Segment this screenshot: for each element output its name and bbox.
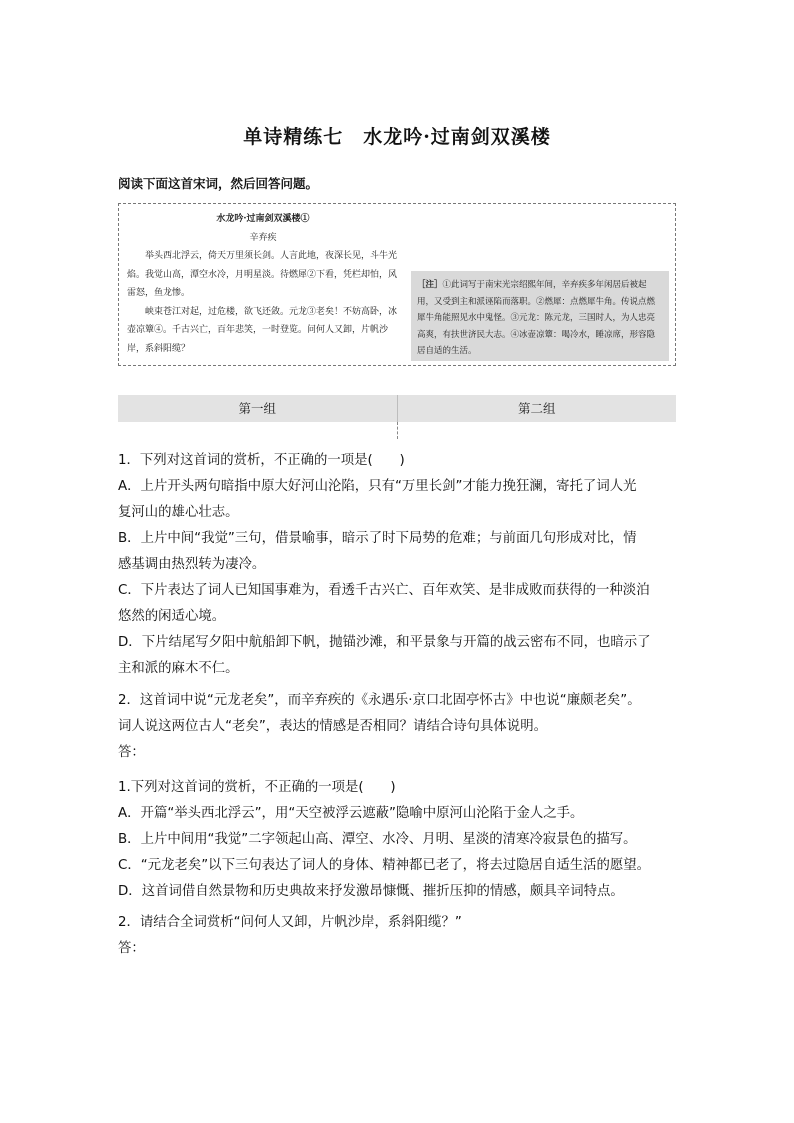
note-label: ［注］ [417, 280, 443, 290]
group-1-question-1 [118, 448, 678, 682]
poem-stanza-2: 峡束苍江对起，过危楼，欲飞还敛。元龙③老矣！不妨高卧，冰壶凉簟④。千古兴亡，百年悲笑，一时登览。问何人又卸，片帆沙岸，系斜阳缆？ [127, 306, 398, 354]
poem-author: 辛弃疾 [249, 232, 277, 243]
poem-box [118, 203, 676, 366]
question-2-line-2: 词人说这两位古人“老矣”，表达的情感是否相同？请结合诗句具体说明。 [118, 719, 547, 734]
tab-group-2[interactable]: 第二组 [397, 395, 677, 422]
question-stem: 1.下列对这首词的赏析，不正确的一项是( ) [118, 780, 396, 795]
page-title: 单诗精练七 水龙吟·过南剑双溪楼 [243, 126, 551, 148]
option-c-line-1: C．下片表达了词人已知国事难为，看透千古兴亡、百年欢笑、是非成败而获得的一种淡泊 [118, 583, 650, 598]
option-b-line-1: B．上片中间“我觉”三句，借景喻事，暗示了时下局势的危难；与前面几句形成对比，情 [118, 531, 637, 546]
answer-label: 答： [118, 941, 145, 956]
option-d-line-2: 主和派的麻木不仁。 [118, 661, 239, 676]
intro-instruction: 阅读下面这首宋词，然后回答问题。 [118, 176, 319, 191]
option-a-line-2: 复河山的雄心壮志。 [118, 505, 239, 520]
option-c: C．“元龙老矣”以下三句表达了词人的身体、精神都已老了，将去过隐居自适生活的愿望。 [118, 858, 651, 873]
poem-stanza-1: 举头西北浮云，倚天万里须长剑。人言此地，夜深长见，斗牛光焰。我觉山高，潭空水冷，月明星淡。待燃犀②下看，凭栏却怕，风雷怒，鱼龙惨。 [127, 251, 398, 298]
question-2-stem: 2．请结合全词赏析“问何人又卸，片帆沙岸，系斜阳缆？” [118, 915, 462, 930]
question-2-line-1: 2．这首词中说“元龙老矣”，而辛弃疾的《永遇乐·京口北固亭怀古》中也说“廉颇老矣”。 [118, 693, 641, 708]
poem-text [127, 210, 399, 358]
group-1-question-2 [118, 688, 678, 766]
tab-group-1[interactable]: 第一组 [238, 401, 276, 416]
option-a-line-1: A．上片开头两句暗指中原大好河山沦陷，只有“万里长剑”才能力挽狂澜，寄托了词人光 [118, 479, 637, 494]
option-d: D．这首词借自然景物和历史典故来抒发激昂慷慨、摧折压抑的情感，颇具辛词特点。 [118, 884, 624, 899]
option-d-line-1: D．下片结尾写夕阳中航船卸下帆，抛锚沙滩，和平景象与开篇的战云密布不同，也暗示了 [118, 635, 651, 650]
group-2-question-2 [118, 910, 678, 962]
note-text: ①此词写于南宋光宗绍熙年间，辛弃疾多年闲居后被起用，又受到主和派诬陷而落职。②燃犀：点燃犀牛角。传说点燃犀牛角能照见水中鬼怪。③元龙：陈元龙，三国时人，为人忠亮高爽，有扶世济民大志。④冰壶凉簟：喝冷水，睡凉席，形容隐居自适的生活。 [417, 280, 656, 356]
answer-label: 答： [118, 745, 145, 760]
tab-divider [397, 422, 398, 439]
option-b-line-2: 感基调由热烈转为凄冷。 [118, 557, 266, 572]
question-stem: 1．下列对这首词的赏析，不正确的一项是( ) [118, 453, 405, 468]
poem-title: 水龙吟·过南剑双溪楼① [216, 214, 310, 224]
option-a: A．开篇“举头西北浮云”，用“天空被浮云遮蔽”隐喻中原河山沦陷于金人之手。 [118, 806, 584, 821]
option-c-line-2: 悠然的闲适心境。 [118, 609, 226, 624]
group-tabs [118, 395, 676, 422]
group-2-question-1 [118, 775, 678, 905]
poem-notes [411, 271, 669, 361]
option-b: B．上片中间用“我觉”二字领起山高、潭空、水冷、月明、星淡的清寒冷寂景色的描写。 [118, 832, 637, 847]
